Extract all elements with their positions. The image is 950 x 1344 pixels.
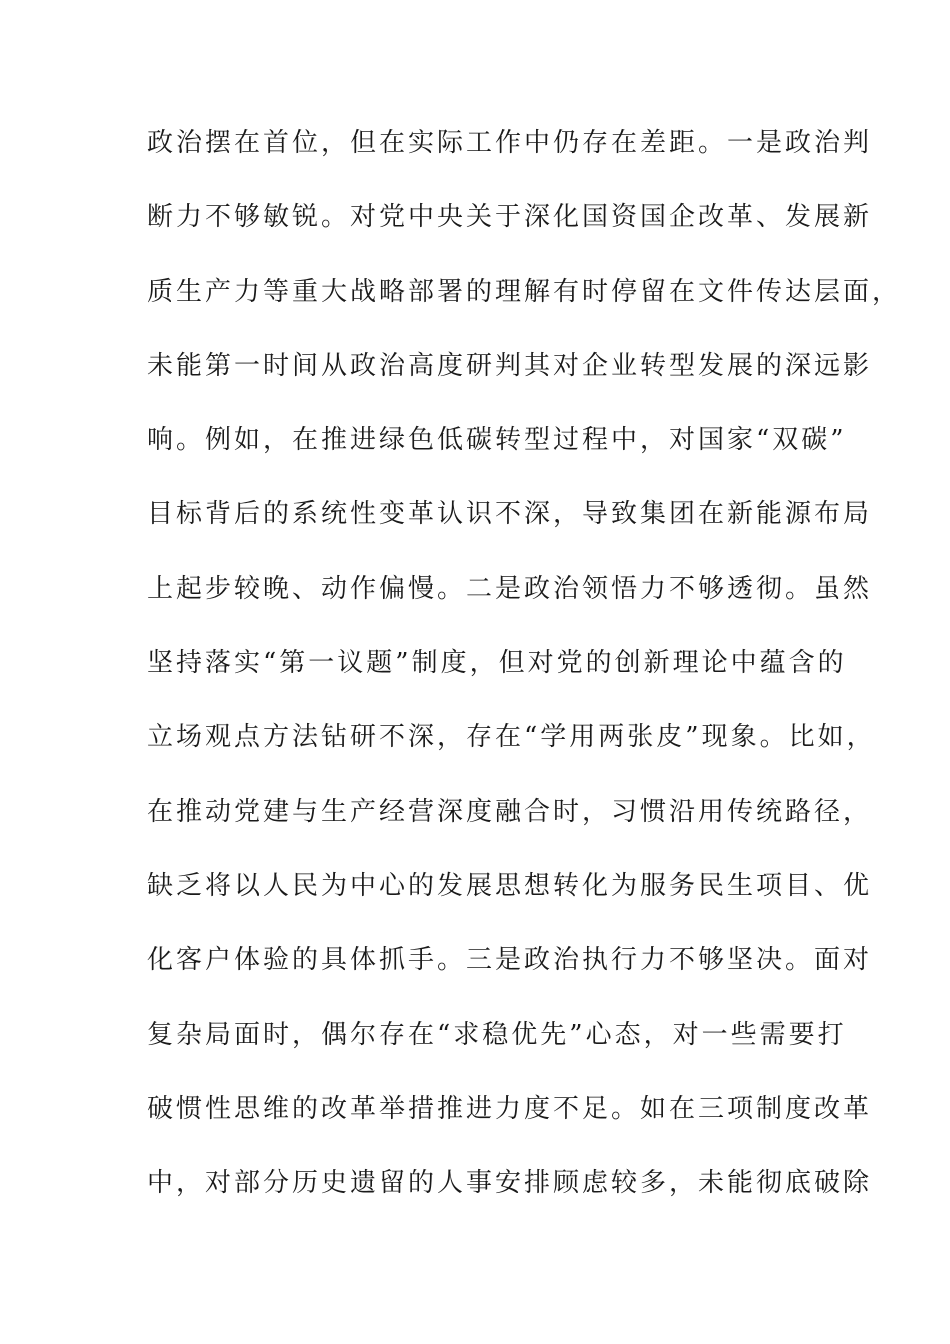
text-line: 响。例如，在推进绿色低碳转型过程中，对国家“双碳” <box>147 425 847 456</box>
text-line: 坚持落实“第一议题”制度，但对党的创新理论中蕴含的 <box>147 648 847 679</box>
text-line: 复杂局面时，偶尔存在“求稳优先”心态，对一些需要打 <box>147 1019 847 1050</box>
text-line: 质生产力等重大战略部署的理解有时停留在文件传达层面， <box>147 276 902 307</box>
text-line: 在推动党建与生产经营深度融合时，习惯沿用传统路径， <box>147 796 873 827</box>
text-line: 未能第一时间从政治高度研判其对企业转型发展的深远影 <box>147 350 873 381</box>
text-line: 目标背后的系统性变革认识不深，导致集团在新能源布局 <box>147 499 873 530</box>
text-line: 中，对部分历史遗留的人事安排顾虑较多，未能彻底破除 <box>147 1168 873 1199</box>
text-line: 立场观点方法钻研不深，存在“学用两张皮”现象。比如， <box>147 722 876 753</box>
text-line: 上起步较晚、动作偏慢。二是政治领悟力不够透彻。虽然 <box>147 573 873 604</box>
text-line: 断力不够敏锐。对党中央关于深化国资国企改革、发展新 <box>147 202 873 233</box>
text-line: 破惯性思维的改革举措推进力度不足。如在三项制度改革 <box>147 1093 873 1124</box>
text-line: 化客户体验的具体抓手。三是政治执行力不够坚决。面对 <box>147 945 873 976</box>
body-text <box>147 117 902 1231</box>
text-line: 缺乏将以人民为中心的发展思想转化为服务民生项目、优 <box>147 870 873 901</box>
text-line: 政治摆在首位，但在实际工作中仍存在差距。一是政治判 <box>147 128 873 158</box>
